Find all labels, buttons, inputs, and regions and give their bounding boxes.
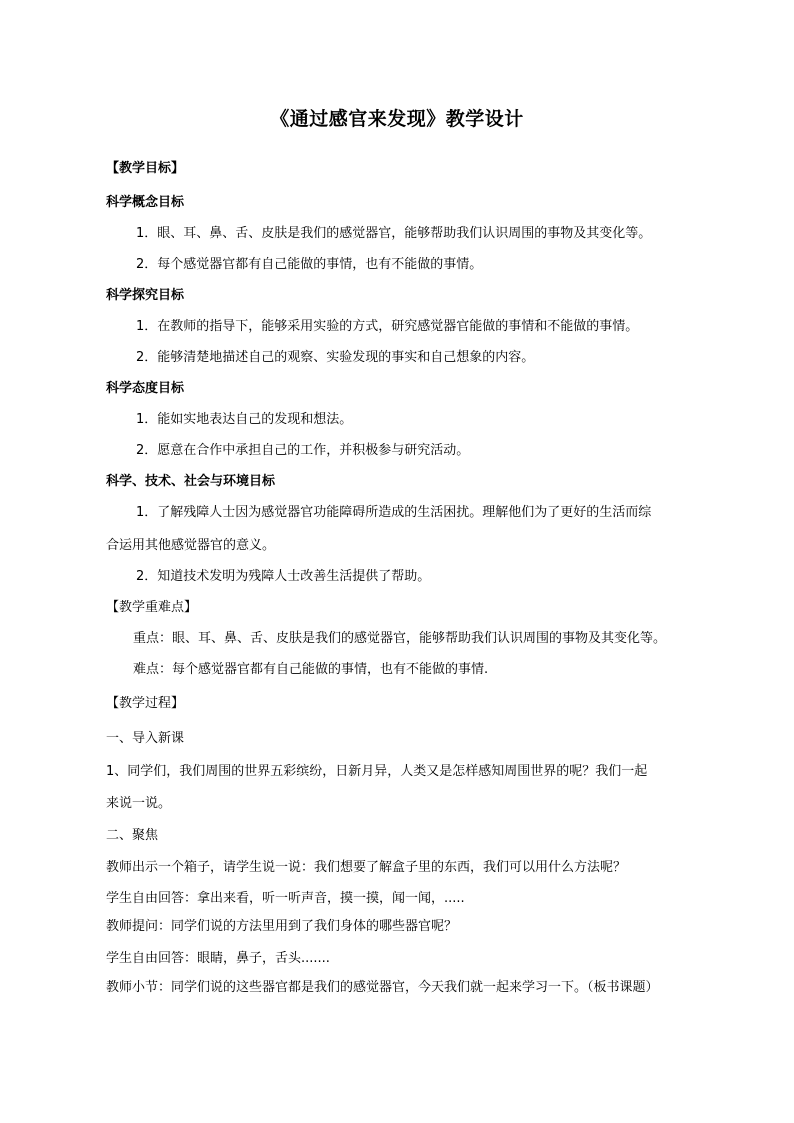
attitude-item-2: 2．愿意在合作中承担自己的工作，并积极参与研究活动。 <box>136 443 470 458</box>
concept-item-2: 2．每个感觉器官都有自己能做的事情，也有不能做的事情。 <box>136 257 483 272</box>
attitude-heading: 科学态度目标 <box>106 381 185 396</box>
key-heading: 【教学重难点】 <box>106 600 198 615</box>
step-2-heading: 二、聚焦 <box>106 828 159 843</box>
concept-heading: 科学概念目标 <box>106 195 185 210</box>
sts-item-2: 2．知道技术发明为残障人士改善生活提供了帮助。 <box>136 569 431 584</box>
attitude-item-1: 1．能如实地表达自己的发现和想法。 <box>136 412 353 427</box>
step-2-text-3: 教师提问：同学们说的方法里用到了我们身体的哪些器官呢？ <box>106 919 458 934</box>
step-2-text-2: 学生自由回答：拿出来看，听一听声音，摸一摸，闻一闻，..... <box>106 891 465 906</box>
process-heading: 【教学过程】 <box>106 696 185 711</box>
step-1-text-b: 来说一说。 <box>106 796 172 811</box>
step-1-text-a: 1、同学们，我们周围的世界五彩缤纷，日新月异，人类又是怎样感知周围世界的呢？我们一起 <box>106 764 648 779</box>
concept-item-1: 1．眼、耳、鼻、舌、皮肤是我们的感觉器官，能够帮助我们认识周围的事物及其变化等。 <box>136 226 652 241</box>
sts-item-1b: 合运用其他感觉器官的意义。 <box>106 538 276 553</box>
inquiry-item-1: 1．在教师的指导下，能够采用实验的方式，研究感觉器官能做的事情和不能做的事情。 <box>136 319 639 334</box>
inquiry-item-2: 2．能够清楚地描述自己的观察、实验发现的事实和自己想象的内容。 <box>136 350 535 365</box>
step-1-heading: 一、导入新课 <box>106 731 185 746</box>
inquiry-heading: 科学探究目标 <box>106 288 185 303</box>
sts-item-1a: 1．了解残障人士因为感觉器官功能障碍所造成的生活困扰。理解他们为了更好的生活而综 <box>136 505 652 520</box>
difficult-point: 难点：每个感觉器官都有自己能做的事情，也有不能做的事情. <box>133 662 489 677</box>
sts-heading: 科学、技术、社会与环境目标 <box>106 474 276 489</box>
step-2-text-4: 学生自由回答：眼睛，鼻子，舌头....... <box>106 951 330 966</box>
goals-heading: 【教学目标】 <box>106 161 185 176</box>
key-point: 重点：眼、耳、鼻、舌、皮肤是我们的感觉器官，能够帮助我们认识周围的事物及其变化等。 <box>133 631 667 646</box>
page-title: 《通过感官来发现》教学设计 <box>270 108 524 130</box>
step-2-text-5: 教师小节：同学们说的这些器官都是我们的感觉器官，今天我们就一起来学习一下。（板书课题） <box>106 980 659 995</box>
step-2-text-1: 教师出示一个箱子，请学生说一说：我们想要了解盒子里的东西，我们可以用什么方法呢？ <box>106 860 627 875</box>
